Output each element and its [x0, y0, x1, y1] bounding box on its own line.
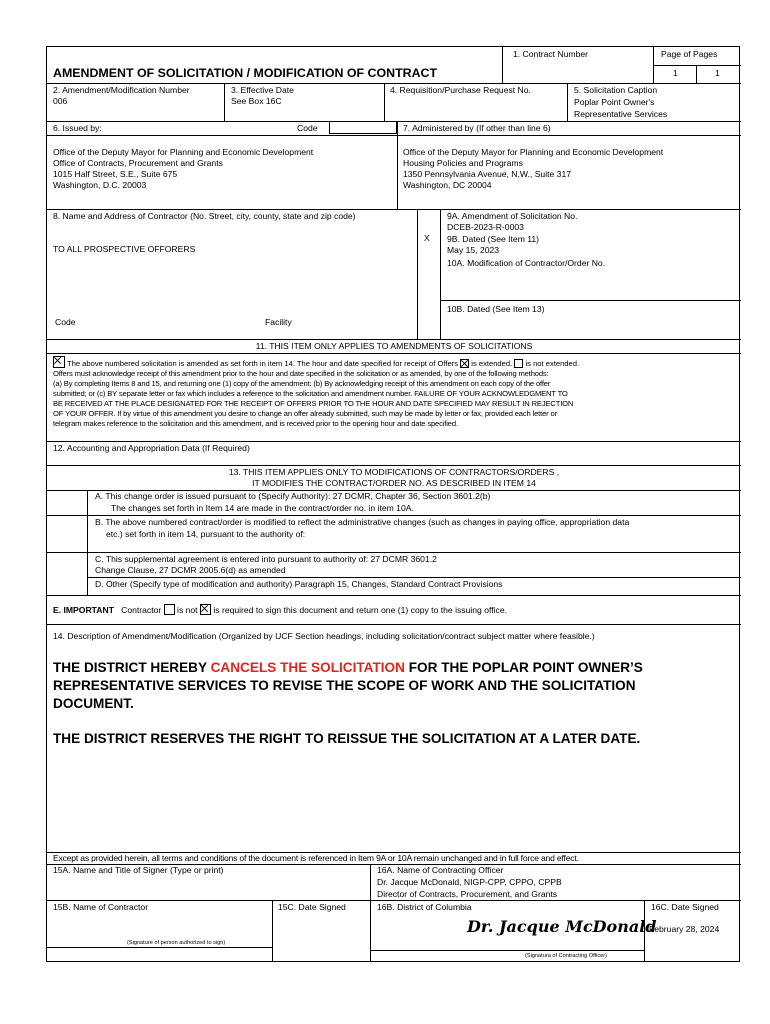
item-11-text-line: submitted; or (c) BY separate letter or fax which includes a reference to the solicitation and amendment number. FAILURE OF YOUR ACKNOWLEDGMENT TO: [53, 389, 568, 398]
form-title: AMENDMENT OF SOLICITATION / MODIFICATION OF CONTRACT: [53, 66, 438, 80]
item-11-text-line: (a) By completing Items 8 and 15, and returning one (1) copy of the amendment: (b) By acknowledging receipt of this amendment on each copy of the offer: [53, 379, 551, 388]
contractor-value: TO ALL PROSPECTIVE OFFORERS: [53, 244, 196, 254]
amended-checkbox[interactable]: [53, 356, 65, 368]
solicitation-caption-value-1: Poplar Point Owner's: [574, 97, 655, 107]
solicitation-x-mark: X: [424, 233, 430, 243]
contractor-label: 8. Name and Address of Contractor (No. Street, city, county, state and zip code): [53, 211, 356, 221]
administered-by-address: [403, 147, 663, 191]
not-extended-checkbox[interactable]: [514, 359, 523, 368]
item-11-extended: is extended.: [471, 359, 513, 368]
item-11-not-extended: is not extended.: [525, 359, 580, 368]
item-13-b-2: etc.) set forth in item 14, pursuant to the authority of:: [106, 529, 306, 539]
administered-line: Housing Policies and Programs: [403, 158, 523, 168]
item-12-label: 12. Accounting and Appropriation Data (If Required): [53, 443, 250, 453]
cancel-statement-line-2: REPRESENTATIVE SERVICES TO REVISE THE SCOPE OF WORK AND THE SOLICITATION: [53, 678, 636, 693]
officer-signature: Dr. Jacque McDonald: [467, 917, 657, 936]
solicitation-caption-label: 5. Solicitation Caption: [574, 85, 658, 95]
officer-date-value: February 28, 2024: [649, 924, 720, 934]
item-11-text-line: OF YOUR OFFER. If by virtue of this amendment you desire to change an offer already submitted, such may be made by letter or fax, provided each letter or: [53, 409, 557, 418]
important-row: [53, 604, 507, 616]
item-13-heading-2: IT MODIFIES THE CONTRACT/ORDER NO. AS DESCRIBED IN ITEM 14: [252, 478, 536, 488]
item-14-label: 14. Description of Amendment/Modification (Organized by UCF Section headings, including solicitation/contract subject matter where feasible.): [53, 631, 595, 641]
facility-label: Facility: [265, 317, 292, 327]
item-13-a-2: The changes set forth in Item 14 are made in the contract/order no. in item 10A.: [111, 503, 414, 513]
contracting-officer-title: Director of Contracts, Procurement, and Grants: [377, 889, 558, 899]
reserve-statement: THE DISTRICT RESERVES THE RIGHT TO REISSUE THE SOLICITATION AT A LATER DATE.: [53, 731, 641, 746]
cancel-statement-b: FOR THE POPLAR POINT OWNER’S: [404, 660, 643, 675]
contracting-officer-name: Dr. Jacque McDonald, NIGP-CPP, CPPO, CPPB: [377, 877, 562, 887]
extended-checkbox[interactable]: [460, 359, 469, 368]
requisition-label: 4. Requisition/Purchase Request No.: [390, 85, 531, 95]
item-11-line-1a: The above numbered solicitation is amended as set forth in item 14. The hour and date specified for receipt of Offers: [66, 359, 459, 368]
cancel-statement-line-3: DOCUMENT.: [53, 696, 134, 711]
signer-name-label: 15A. Name and Title of Signer (Type or print): [53, 865, 224, 875]
issued-line: Office of the Deputy Mayor for Planning and Economic Development: [53, 147, 314, 157]
solicitation-caption-value-2: Representative Services: [574, 109, 668, 119]
item-11-text-line: telegram makes reference to the solicitation and this amendment, and is received prior to the opening hour and date specified.: [53, 419, 458, 428]
issued-line: 1015 Half Street, S.E., Suite 675: [53, 169, 178, 179]
amendment-form: [46, 46, 740, 962]
administered-by-label: 7. Administered by (If other than line 6): [403, 123, 551, 133]
cancels-the-solicitation: CANCELS THE SOLICITATION: [210, 660, 405, 675]
issued-code-label: Code: [297, 123, 318, 133]
page-of-pages-label: Page of Pages: [661, 49, 718, 59]
total-pages: 1: [715, 68, 720, 78]
is-not-checkbox[interactable]: [200, 604, 211, 615]
except-statement: Except as provided herein, all terms and conditions of the document is referenced in Item 9A or 10A remain unchanged and in full force and effect.: [53, 853, 579, 863]
item-13-b-1: B. The above numbered contract/order is modified to reflect the administrative changes (such as changes in paying office, appropriation data: [95, 517, 630, 527]
issued-line: Office of Contracts, Procurement and Grants: [53, 158, 223, 168]
effective-date-value: See Box 16C: [231, 96, 282, 106]
box-10a-label: 10A. Modification of Contractor/Order No.: [447, 258, 606, 268]
issued-by-label: 6. Issued by:: [53, 123, 102, 133]
important-label: E. IMPORTANT: [53, 605, 114, 615]
issued-code-box: [329, 121, 397, 134]
contracting-officer-label: 16A. Name of Contracting Officer: [377, 865, 504, 875]
amendment-number-value: 006: [53, 96, 68, 106]
amendment-number-label: 2. Amendment/Modification Number: [53, 85, 190, 95]
item-11-text-line: Offers must acknowledge receipt of this amendment prior to the hour and date specified in the solicitation or as amended, by one of the following methods:: [53, 369, 549, 378]
contractor-code-label: Code: [55, 317, 76, 327]
box-10b-label: 10B. Dated (See Item 13): [447, 304, 545, 314]
contractor-date-label: 15C. Date Signed: [278, 902, 346, 912]
effective-date-label: 3. Effective Date: [231, 85, 294, 95]
item-13-c-2: Change Clause, 27 DCMR 2005.6(d) as amended: [95, 565, 286, 575]
contract-number-label: 1. Contract Number: [513, 49, 588, 59]
item-11-text-line: BE RECEIVED AT THE PLACE DESIGNATED FOR THE RECEIPT OF OFFERS PRIOR TO THE HOUR AND DATE SPECIFIED MAY RESULT IN REJECTION: [53, 399, 574, 408]
administered-line: 1350 Pennsylvania Avenue, N.W., Suite 317: [403, 169, 572, 179]
signature-officer-caption: (Signatura of Contracting Officer): [525, 953, 607, 959]
contractor-name-label: 15B. Name of Contractor: [53, 902, 149, 912]
is-checkbox[interactable]: [164, 604, 175, 615]
item-13-c-1: C. This supplemental agreement is entered into pursuant to authority of: 27 DCMR 3601.2: [95, 554, 437, 564]
administered-line: Office of the Deputy Mayor for Planning and Economic Development: [403, 147, 664, 157]
important-rest: is required to sign this document and return one (1) copy to the issuing office.: [213, 605, 507, 615]
important-contractor: Contractor: [121, 605, 162, 615]
box-9a-value: DCEB-2023-R-0003: [447, 222, 524, 232]
item-13-d: D. Other (Specify type of modification and authority) Paragraph 15, Changes, Standard Contract Provisions: [95, 579, 503, 589]
officer-date-label: 16C. Date Signed: [651, 902, 719, 912]
page-number: 1: [673, 68, 678, 78]
issued-by-address: [53, 147, 313, 191]
item-11-heading: 11. THIS ITEM ONLY APPLIES TO AMENDMENTS OF SOLICITATIONS: [255, 341, 533, 351]
district-label: 16B. District of Columbia: [377, 902, 472, 912]
signature-person-caption: (Signature of person authorized to sign): [127, 940, 226, 946]
box-9b-label: 9B. Dated (See Item 11): [447, 234, 540, 244]
issued-line: Washington, D.C. 20003: [53, 180, 147, 190]
cancel-statement: [53, 659, 643, 713]
box-9a-label: 9A. Amendment of Solicitation No.: [447, 211, 578, 221]
box-9b-value: May 15, 2023: [447, 245, 500, 255]
item-13-heading-1: 13. THIS ITEM APPLIES ONLY TO MODIFICATIONS OF CONTRACTORS/ORDERS ,: [228, 467, 560, 477]
item-11-body: [53, 356, 737, 429]
cancel-statement-a: THE DISTRICT HEREBY: [53, 660, 211, 675]
item-13-a-1: A. This change order is issued pursuant to (Specify Authority): 27 DCMR, Chapter 36, Section 3601.2(b): [95, 491, 491, 501]
administered-line: Washington, DC 20004: [403, 180, 492, 190]
important-is-not: is not: [177, 605, 198, 615]
